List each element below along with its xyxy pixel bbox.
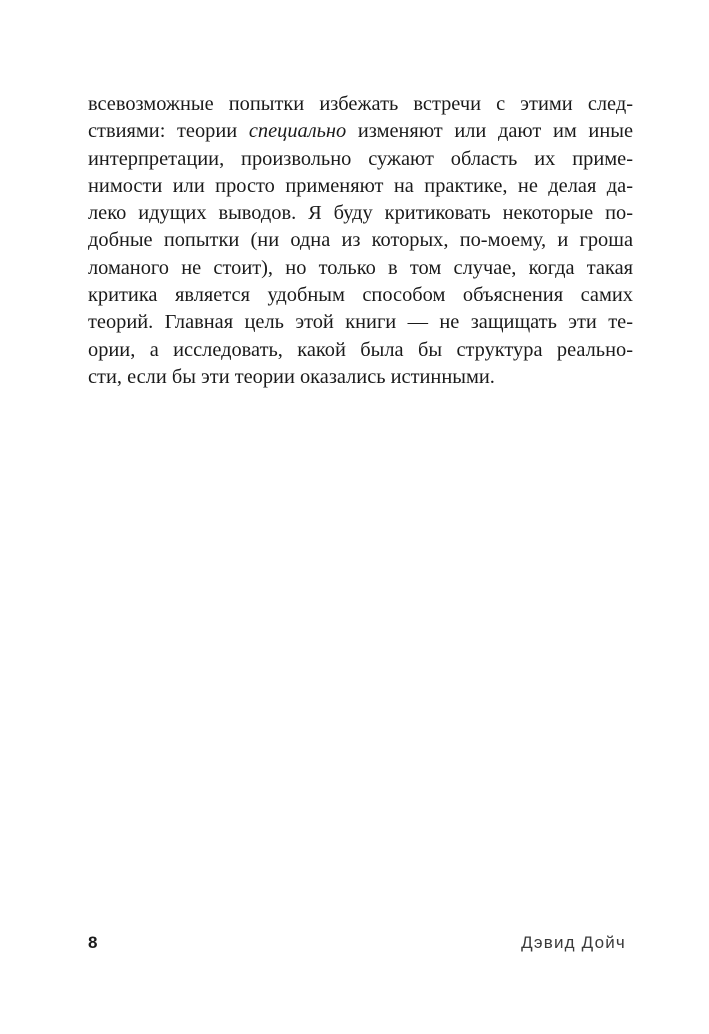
text-line: критика является удобным способом объяснения самих (88, 284, 633, 307)
text-segment: изменяют или дают им иные (346, 120, 634, 143)
text-line: интерпретации, произвольно сужают область их приме- (88, 147, 633, 170)
text-line: добные попытки (ни одна из которых, по-моему, и гроша (88, 229, 633, 252)
text-line: леко идущих выводов. Я буду критиковать некоторые по- (88, 202, 633, 225)
text-line (88, 118, 633, 145)
text-line: всевозможные попытки избежать встречи с этими след- (88, 93, 633, 115)
text-line: ории, а исследовать, какой была бы структура реально- (88, 338, 633, 361)
running-head-author: Дэвид Дойч (521, 933, 626, 952)
page-footer (88, 930, 626, 956)
page-number: 8 (88, 933, 98, 952)
text-segment: ствиями: теории (88, 120, 249, 143)
text-line: нимости или просто применяют на практике, не делая да- (88, 174, 633, 197)
text-line: сти, если бы эти теории оказались истинными. (88, 365, 495, 388)
text-line: теорий. Главная цель этой книги — не защищать эти те- (88, 311, 633, 334)
text-line: ломаного не стоит), но только в том случае, когда такая (88, 256, 633, 279)
body-text (88, 91, 633, 391)
italic-word: специально (248, 120, 347, 143)
